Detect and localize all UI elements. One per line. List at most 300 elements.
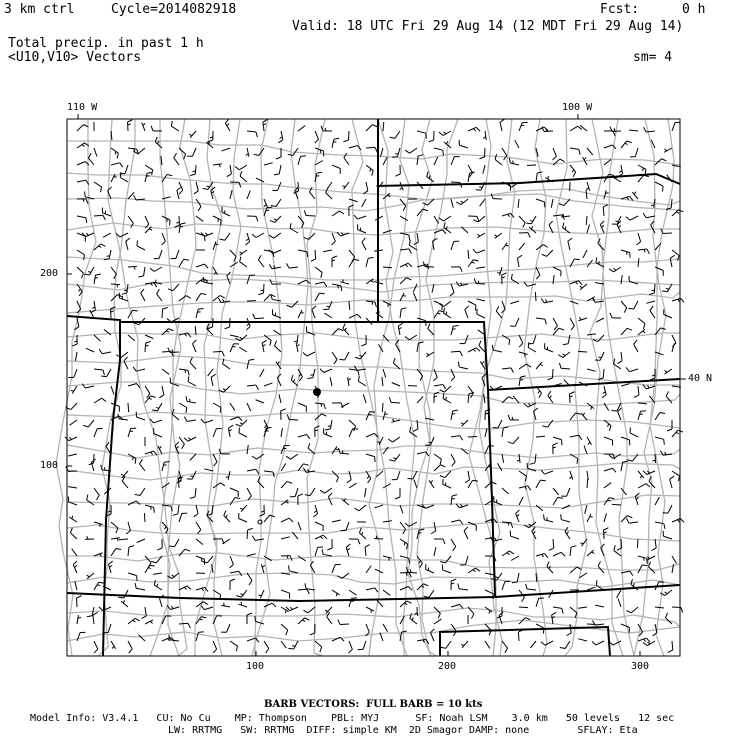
wind-barb <box>578 639 587 641</box>
wind-barb <box>134 194 145 200</box>
wind-barb <box>553 496 563 508</box>
wind-barb <box>638 483 650 493</box>
wind-barb <box>196 307 204 319</box>
wind-barb <box>94 427 103 439</box>
wind-barb <box>672 607 683 613</box>
wind-barb <box>587 369 596 371</box>
wind-barb <box>127 120 133 131</box>
wind-barb <box>119 539 128 540</box>
wind-barb <box>137 539 145 543</box>
wind-barb <box>279 394 281 403</box>
wind-barb <box>323 299 332 311</box>
wind-barb <box>332 563 341 575</box>
wind-barb <box>224 119 234 131</box>
wind-barb <box>561 223 573 233</box>
wind-barb <box>660 449 672 455</box>
wind-barb <box>196 292 206 304</box>
wind-barb <box>519 233 530 238</box>
wind-barb <box>594 580 606 590</box>
wind-barb <box>361 335 366 346</box>
wind-barb <box>515 216 526 227</box>
wind-barb <box>365 488 366 497</box>
wind-barb <box>473 245 485 253</box>
wind-barb <box>108 641 115 650</box>
wind-barb <box>252 229 264 239</box>
wind-barb <box>221 602 230 607</box>
wind-barb <box>174 216 180 227</box>
wind-barb <box>189 357 200 369</box>
x-tick-200: 200 <box>438 661 457 672</box>
wind-barb <box>382 377 383 386</box>
wind-barb <box>530 641 536 648</box>
wind-barb <box>365 607 374 614</box>
wind-barb <box>111 538 120 542</box>
wind-barb <box>153 573 162 574</box>
wind-barb <box>188 129 196 138</box>
wind-barb <box>111 386 114 395</box>
wind-barb <box>315 426 320 437</box>
wind-barb <box>167 602 179 610</box>
wind-barb <box>626 517 638 523</box>
wind-barb <box>514 335 523 347</box>
wind-barb <box>162 173 172 185</box>
wind-barb <box>230 190 232 199</box>
wind-barb <box>366 587 378 595</box>
wind-barb <box>429 479 436 488</box>
wind-barb <box>570 545 576 557</box>
wind-barb <box>77 615 81 624</box>
wind-barb <box>586 216 587 225</box>
wind-barb <box>414 480 417 488</box>
wind-barb <box>152 428 164 437</box>
wind-barb <box>85 536 94 539</box>
wind-barb <box>383 157 387 165</box>
wind-barb <box>524 279 536 287</box>
wind-barb <box>400 307 406 319</box>
wind-barb <box>672 556 677 564</box>
wind-barb <box>296 403 308 412</box>
wind-barb <box>441 565 453 573</box>
x-tick-100: 100 <box>246 661 265 672</box>
y-tick-100: 100 <box>40 460 59 471</box>
wind-barb <box>366 433 378 442</box>
wind-barb <box>536 553 548 561</box>
wind-barb <box>238 248 247 256</box>
wind-barb <box>366 123 377 134</box>
wind-barb <box>201 228 213 237</box>
wind-barb <box>118 588 128 600</box>
wind-barb <box>447 539 457 551</box>
wind-barb <box>108 561 116 573</box>
wind-barb <box>672 121 680 133</box>
wind-barb <box>628 299 638 311</box>
wind-barb <box>388 433 400 443</box>
wind-barb <box>264 383 272 386</box>
wind-barb <box>196 539 203 545</box>
wind-barb <box>349 590 356 595</box>
model-info-line-2: LW: RRTMG SW: RRTMG DIFF: simple KM 2D Smagor DAMP: none SFLAY: Eta <box>168 725 638 736</box>
wind-barb <box>439 297 451 308</box>
wind-barb <box>483 607 492 615</box>
wind-barb <box>236 416 247 427</box>
wind-barb <box>337 569 349 580</box>
wind-barb <box>626 364 638 372</box>
wind-barb <box>365 545 371 556</box>
wind-barb <box>406 567 417 573</box>
wind-barb <box>365 454 377 462</box>
wind-barb <box>536 362 544 371</box>
wind-barb <box>383 521 392 522</box>
wind-barb <box>220 207 232 216</box>
wind-barb <box>585 403 594 411</box>
wind-barb <box>559 363 570 369</box>
county-line <box>67 194 680 211</box>
wind-barb <box>483 165 485 174</box>
wind-barb <box>190 487 196 498</box>
wind-barb <box>281 444 290 456</box>
wind-barb <box>383 484 391 489</box>
wind-barb <box>339 350 349 362</box>
wind-barb <box>237 428 249 437</box>
wind-barb <box>617 301 628 313</box>
wind-barb <box>559 514 571 522</box>
wind-barb <box>225 556 234 568</box>
lat-label-40n: 40 N <box>688 373 713 384</box>
wind-barb <box>101 367 111 379</box>
wind-barb <box>621 514 632 525</box>
wind-barb <box>93 612 99 624</box>
wind-barb <box>592 637 604 646</box>
wind-barb <box>498 641 509 653</box>
wind-barb <box>563 334 570 346</box>
wind-barb <box>519 375 526 387</box>
model-info-line-1: Model Info: V3.4.1 CU: No Cu MP: Thompson PBL: MYJ SF: Noah LSM 3.0 km 50 levels 12 sec <box>30 713 675 724</box>
wind-barb <box>567 471 573 480</box>
wind-barb <box>341 324 352 335</box>
county-line <box>67 292 680 313</box>
wind-barb <box>451 409 458 421</box>
wind-barb <box>405 331 417 341</box>
wind-barb <box>138 266 145 278</box>
wind-barb <box>626 212 638 222</box>
wind-barb <box>321 549 333 556</box>
wind-barb <box>451 579 456 590</box>
wind-barb <box>111 162 123 170</box>
wind-barb <box>400 249 412 255</box>
wind-barb <box>548 539 554 550</box>
wind-barb <box>349 301 350 310</box>
wind-barb <box>162 369 169 374</box>
wind-barb <box>476 299 485 301</box>
wind-barb <box>637 539 638 548</box>
wind-barb <box>535 292 536 301</box>
wind-barb <box>258 589 264 598</box>
wind-barb <box>142 165 154 175</box>
wind-barb <box>296 343 301 352</box>
wind-barb <box>670 255 677 267</box>
wind-barb <box>526 214 536 226</box>
wind-barb <box>185 396 197 403</box>
wind-barb <box>228 425 235 437</box>
wind-barb <box>247 385 258 391</box>
wind-barb <box>91 459 99 471</box>
y-tick-200: 200 <box>40 268 59 279</box>
wind-barb <box>587 587 596 590</box>
wind-barb <box>196 216 203 221</box>
wind-barb <box>260 369 264 377</box>
wind-barb <box>416 131 428 139</box>
wind-barb <box>669 476 677 488</box>
wind-barb <box>140 289 150 301</box>
wind-barb <box>123 522 131 534</box>
wind-barb <box>208 641 217 653</box>
wind-barb <box>128 500 140 509</box>
wind-barb <box>358 528 369 539</box>
county-line <box>67 333 680 340</box>
wind-barb <box>72 561 81 573</box>
wind-barb <box>509 531 521 539</box>
wind-barb <box>424 564 436 573</box>
wind-barb <box>213 427 222 439</box>
wind-barb <box>286 262 298 268</box>
wind-barb <box>620 250 632 258</box>
wind-barb <box>451 351 462 357</box>
wind-barb <box>468 216 479 221</box>
wind-barb <box>604 483 611 488</box>
wind-barb <box>77 161 89 170</box>
state-line <box>67 585 680 601</box>
wind-barb <box>201 415 213 423</box>
wind-barb <box>269 262 281 269</box>
wind-barb <box>298 310 305 319</box>
wind-barb <box>208 369 213 376</box>
wind-barb <box>128 545 134 556</box>
wind-barb <box>230 579 235 590</box>
wind-barb <box>253 313 264 319</box>
wind-barb <box>636 471 644 480</box>
county-line <box>67 495 680 508</box>
wind-barb <box>536 436 545 437</box>
wind-barb <box>434 157 438 165</box>
wind-barb <box>515 140 519 148</box>
county-line <box>650 119 674 656</box>
wind-barb <box>145 171 152 183</box>
cycle-label: Cycle=2014082918 <box>111 2 237 17</box>
wind-barb <box>398 323 405 335</box>
wind-barb <box>566 165 577 177</box>
wind-barb <box>286 602 298 611</box>
wind-barb <box>69 528 80 539</box>
wind-barb <box>584 182 590 191</box>
wind-barb <box>128 427 136 439</box>
wind-barb <box>235 161 247 171</box>
wind-barb <box>298 154 306 166</box>
county-boundaries <box>56 119 680 656</box>
wind-barb <box>667 420 672 431</box>
wind-barb <box>417 154 423 166</box>
wind-barb <box>595 605 604 607</box>
state-line <box>440 627 610 656</box>
wind-barb <box>585 505 587 514</box>
wind-barb <box>243 488 253 500</box>
wind-barb <box>638 637 650 645</box>
wind-barb <box>542 514 554 522</box>
wind-barb <box>196 263 208 271</box>
wind-barb <box>669 471 681 481</box>
wind-barb <box>273 341 284 352</box>
wind-barb <box>663 145 672 152</box>
wind-barb <box>238 601 247 607</box>
wind-barb <box>515 510 524 522</box>
county-line <box>67 356 680 385</box>
wind-barb <box>191 505 198 517</box>
wind-barb <box>570 301 578 304</box>
wind-barb <box>460 639 468 648</box>
wind-barb <box>169 537 179 549</box>
wind-barb <box>392 469 400 481</box>
wind-barb <box>644 126 655 132</box>
wind-barb <box>91 182 103 192</box>
wind-barb <box>609 263 621 273</box>
wind-barb <box>441 479 453 488</box>
wind-barb <box>662 309 674 318</box>
wind-barb <box>311 306 319 318</box>
wind-barb <box>298 589 309 595</box>
wind-barb <box>603 528 609 539</box>
wind-barb <box>263 471 274 477</box>
wind-barb <box>417 451 429 459</box>
wind-barb <box>583 250 587 258</box>
wind-barb <box>247 445 248 454</box>
wind-barb <box>247 528 253 539</box>
wind-barb <box>157 386 164 398</box>
wind-barb <box>587 148 593 155</box>
wind-barb <box>439 127 451 137</box>
wind-barb <box>157 233 166 245</box>
wind-barb <box>442 308 454 318</box>
wind-barb <box>395 488 400 499</box>
wind-barb <box>324 605 332 614</box>
wind-barb <box>389 451 400 463</box>
wind-barb <box>124 216 135 228</box>
wind-barb <box>463 527 472 539</box>
county-line <box>160 119 196 656</box>
wind-barb <box>584 445 587 454</box>
wind-barb <box>502 368 514 374</box>
wind-barb <box>239 171 251 182</box>
wind-barb <box>451 199 453 208</box>
wind-barb <box>75 352 77 361</box>
wind-barb <box>344 641 353 653</box>
wind-barb <box>551 267 563 276</box>
wind-barb <box>343 131 349 142</box>
wind-barb <box>138 459 149 471</box>
wind-barb <box>479 148 485 159</box>
wind-barb <box>542 246 553 257</box>
wind-barb <box>637 556 649 564</box>
wind-barb <box>612 214 621 226</box>
wind-barb <box>135 485 145 497</box>
wind-barb <box>519 616 530 627</box>
wind-barb <box>94 581 104 593</box>
wind-barb <box>429 131 434 142</box>
wind-barb <box>361 182 368 194</box>
wind-barb <box>649 284 655 295</box>
wind-barb <box>86 348 94 352</box>
wind-barb <box>672 298 684 306</box>
wind-barb <box>121 599 130 607</box>
wind-barb <box>654 437 666 445</box>
wind-barb <box>177 403 189 413</box>
wind-barb <box>247 403 251 411</box>
wind-barb <box>374 536 383 539</box>
wind-barb <box>616 539 622 550</box>
wind-barb <box>75 233 87 242</box>
wind-barb <box>271 196 281 208</box>
wind-barb <box>85 571 94 579</box>
wind-barb <box>330 377 332 386</box>
wind-barb <box>134 583 146 590</box>
wind-barb <box>179 623 190 629</box>
wind-barb <box>566 318 576 330</box>
wind-barb <box>564 527 574 539</box>
wind-barb <box>76 216 88 223</box>
wind-barb <box>278 624 290 635</box>
wind-barb <box>230 335 239 337</box>
wind-barb <box>225 165 232 177</box>
wind-barb <box>618 598 621 607</box>
wind-barb <box>610 126 621 131</box>
wind-barb <box>262 340 269 352</box>
wind-barb <box>365 301 376 307</box>
station-marker-dot <box>313 388 321 396</box>
wind-barb <box>519 243 525 250</box>
wind-barb <box>145 394 156 406</box>
wind-barb <box>382 403 383 412</box>
wind-barb <box>405 518 417 528</box>
wind-barb <box>150 415 162 423</box>
wind-barb <box>162 327 173 338</box>
wind-barb <box>434 547 436 556</box>
wind-barb <box>201 602 213 610</box>
wind-barb <box>77 142 89 152</box>
wind-barb <box>551 437 563 445</box>
wind-barb <box>621 139 632 151</box>
wind-barb <box>578 282 587 290</box>
wind-barb <box>383 447 388 454</box>
wind-barb <box>304 210 315 216</box>
wind-barb <box>155 289 166 301</box>
wind-barb <box>457 584 469 590</box>
wind-barb <box>485 428 487 437</box>
wind-barb <box>612 545 624 556</box>
wind-barb <box>464 306 473 318</box>
wind-barb <box>375 216 383 220</box>
wind-barb <box>190 165 196 176</box>
lon-label-110w: 110 W <box>67 102 98 113</box>
wind-barb <box>341 180 349 189</box>
wind-barb <box>74 250 86 260</box>
wind-barb <box>194 556 206 565</box>
wind-barb <box>194 233 206 241</box>
wind-barb <box>451 267 462 272</box>
wind-barb <box>383 624 388 632</box>
wind-barb <box>74 267 85 278</box>
wind-barb <box>281 409 286 420</box>
wind-barb <box>518 199 519 208</box>
wind-barb <box>94 273 101 285</box>
wind-barb <box>425 349 434 356</box>
